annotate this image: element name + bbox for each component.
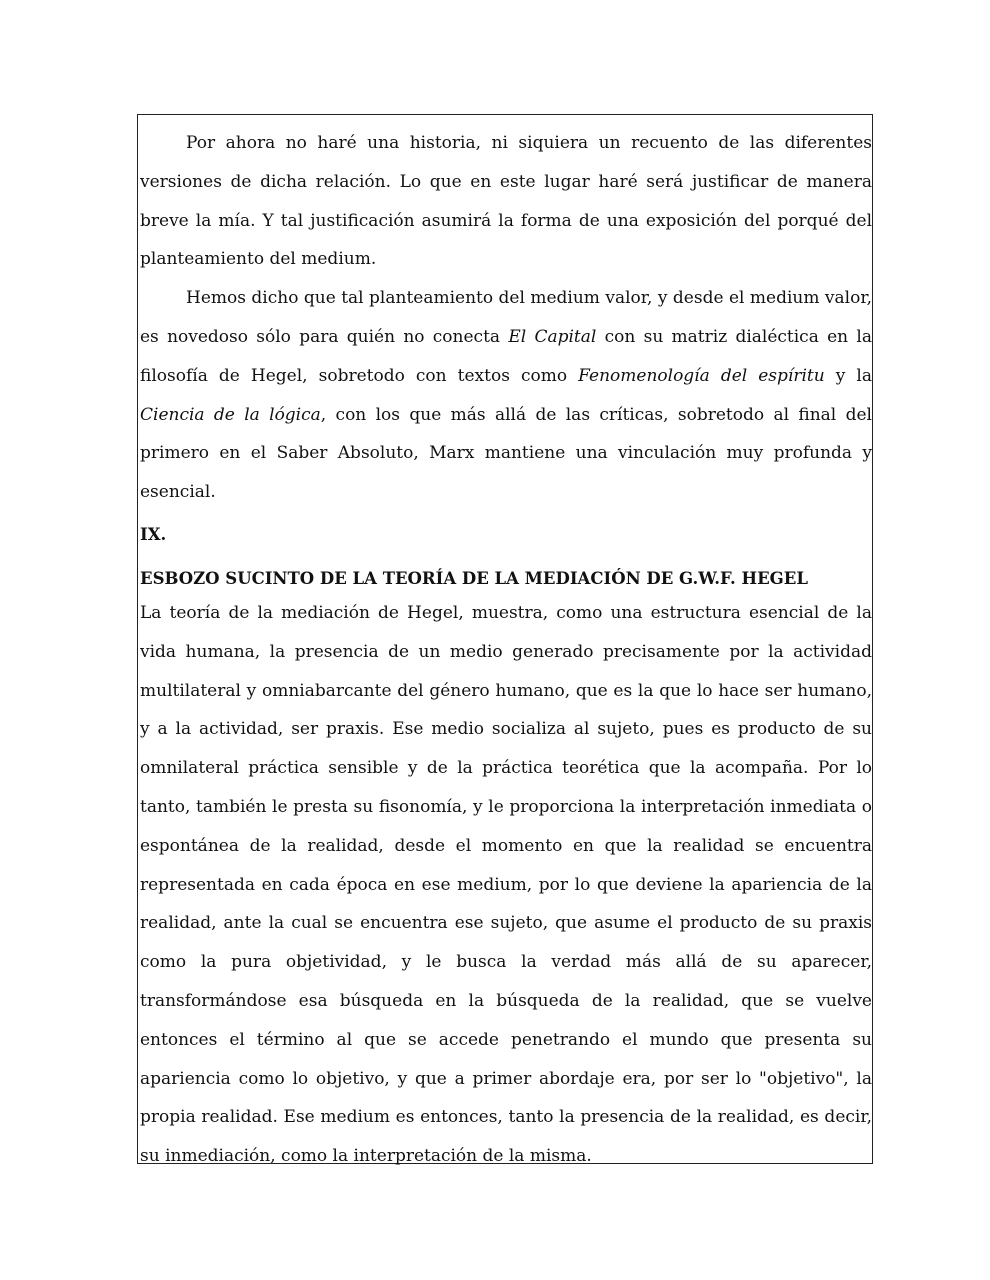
title-el-capital: El Capital — [508, 326, 597, 347]
paragraph-2-text-c: y la — [824, 365, 872, 386]
paragraph-1: Por ahora no haré una historia, ni siquiera un recuento de las diferentes versiones de dicha relación. Lo que en este lugar haré será justificar de manera breve la mía. Y tal justificación asumirá la forma de una exposición del porqué del planteamiento del medium. — [140, 133, 872, 270]
document-body — [140, 124, 872, 1176]
section-title: ESBOZO SUCINTO DE LA TEORÍA DE LA MEDIACIÓN DE G.W.F. HEGEL — [140, 568, 808, 588]
title-ciencia-logica: Ciencia de la lógica — [140, 404, 321, 425]
paragraph-3: La teoría de la mediación de Hegel, muestra, como una estructura esencial de la vida humana, la presencia de un medio generado precisamente por la actividad multilateral y omniabarcante del género humano, que es la que lo hace ser humano, y a la actividad, ser praxis. Ese medio socializa al sujeto, pues es producto de su omnilateral práctica sensible y de la práctica teorética que la acompaña. Por lo tanto, también le presta su fisonomía, y le proporciona la interpretación inmediata o espontánea de la realidad, desde el momento en que la realidad se encuentra representada en cada época en ese medium, por lo que deviene la apariencia de la realidad, ante la cual se encuentra ese sujeto, que asume el producto de su praxis como la pura objetividad, y le busca la verdad más allá de su aparecer, transformándose esa búsqueda en la búsqueda de la realidad, que se vuelve entonces el término al que se accede penetrando el mundo que presenta su apariencia como lo objetivo, y que a primer abordaje era, por ser lo "objetivo", la propia realidad. Ese medium es entonces, tanto la presencia de la realidad, es decir, su inmediación, como la interpretación de la misma. — [140, 602, 872, 1167]
paragraph-2-text-a: Hemos dicho que tal planteamiento del medium valor, y desde el medium valor, es novedoso sólo para quién no conecta — [140, 288, 872, 347]
paragraph-2-text-d: , con los que más allá de las críticas, sobretodo al final del primero en el Saber Absoluto, Marx mantiene una vinculación muy profunda y esencial. — [140, 404, 872, 503]
paragraph-2-text-b: con su matriz dialéctica en la filosofía de Hegel, sobretodo con textos como — [140, 326, 872, 386]
paragraph-2 — [140, 279, 872, 512]
title-fenomenologia: Fenomenología del espíritu — [578, 365, 825, 386]
section-number: IX. — [140, 524, 167, 544]
